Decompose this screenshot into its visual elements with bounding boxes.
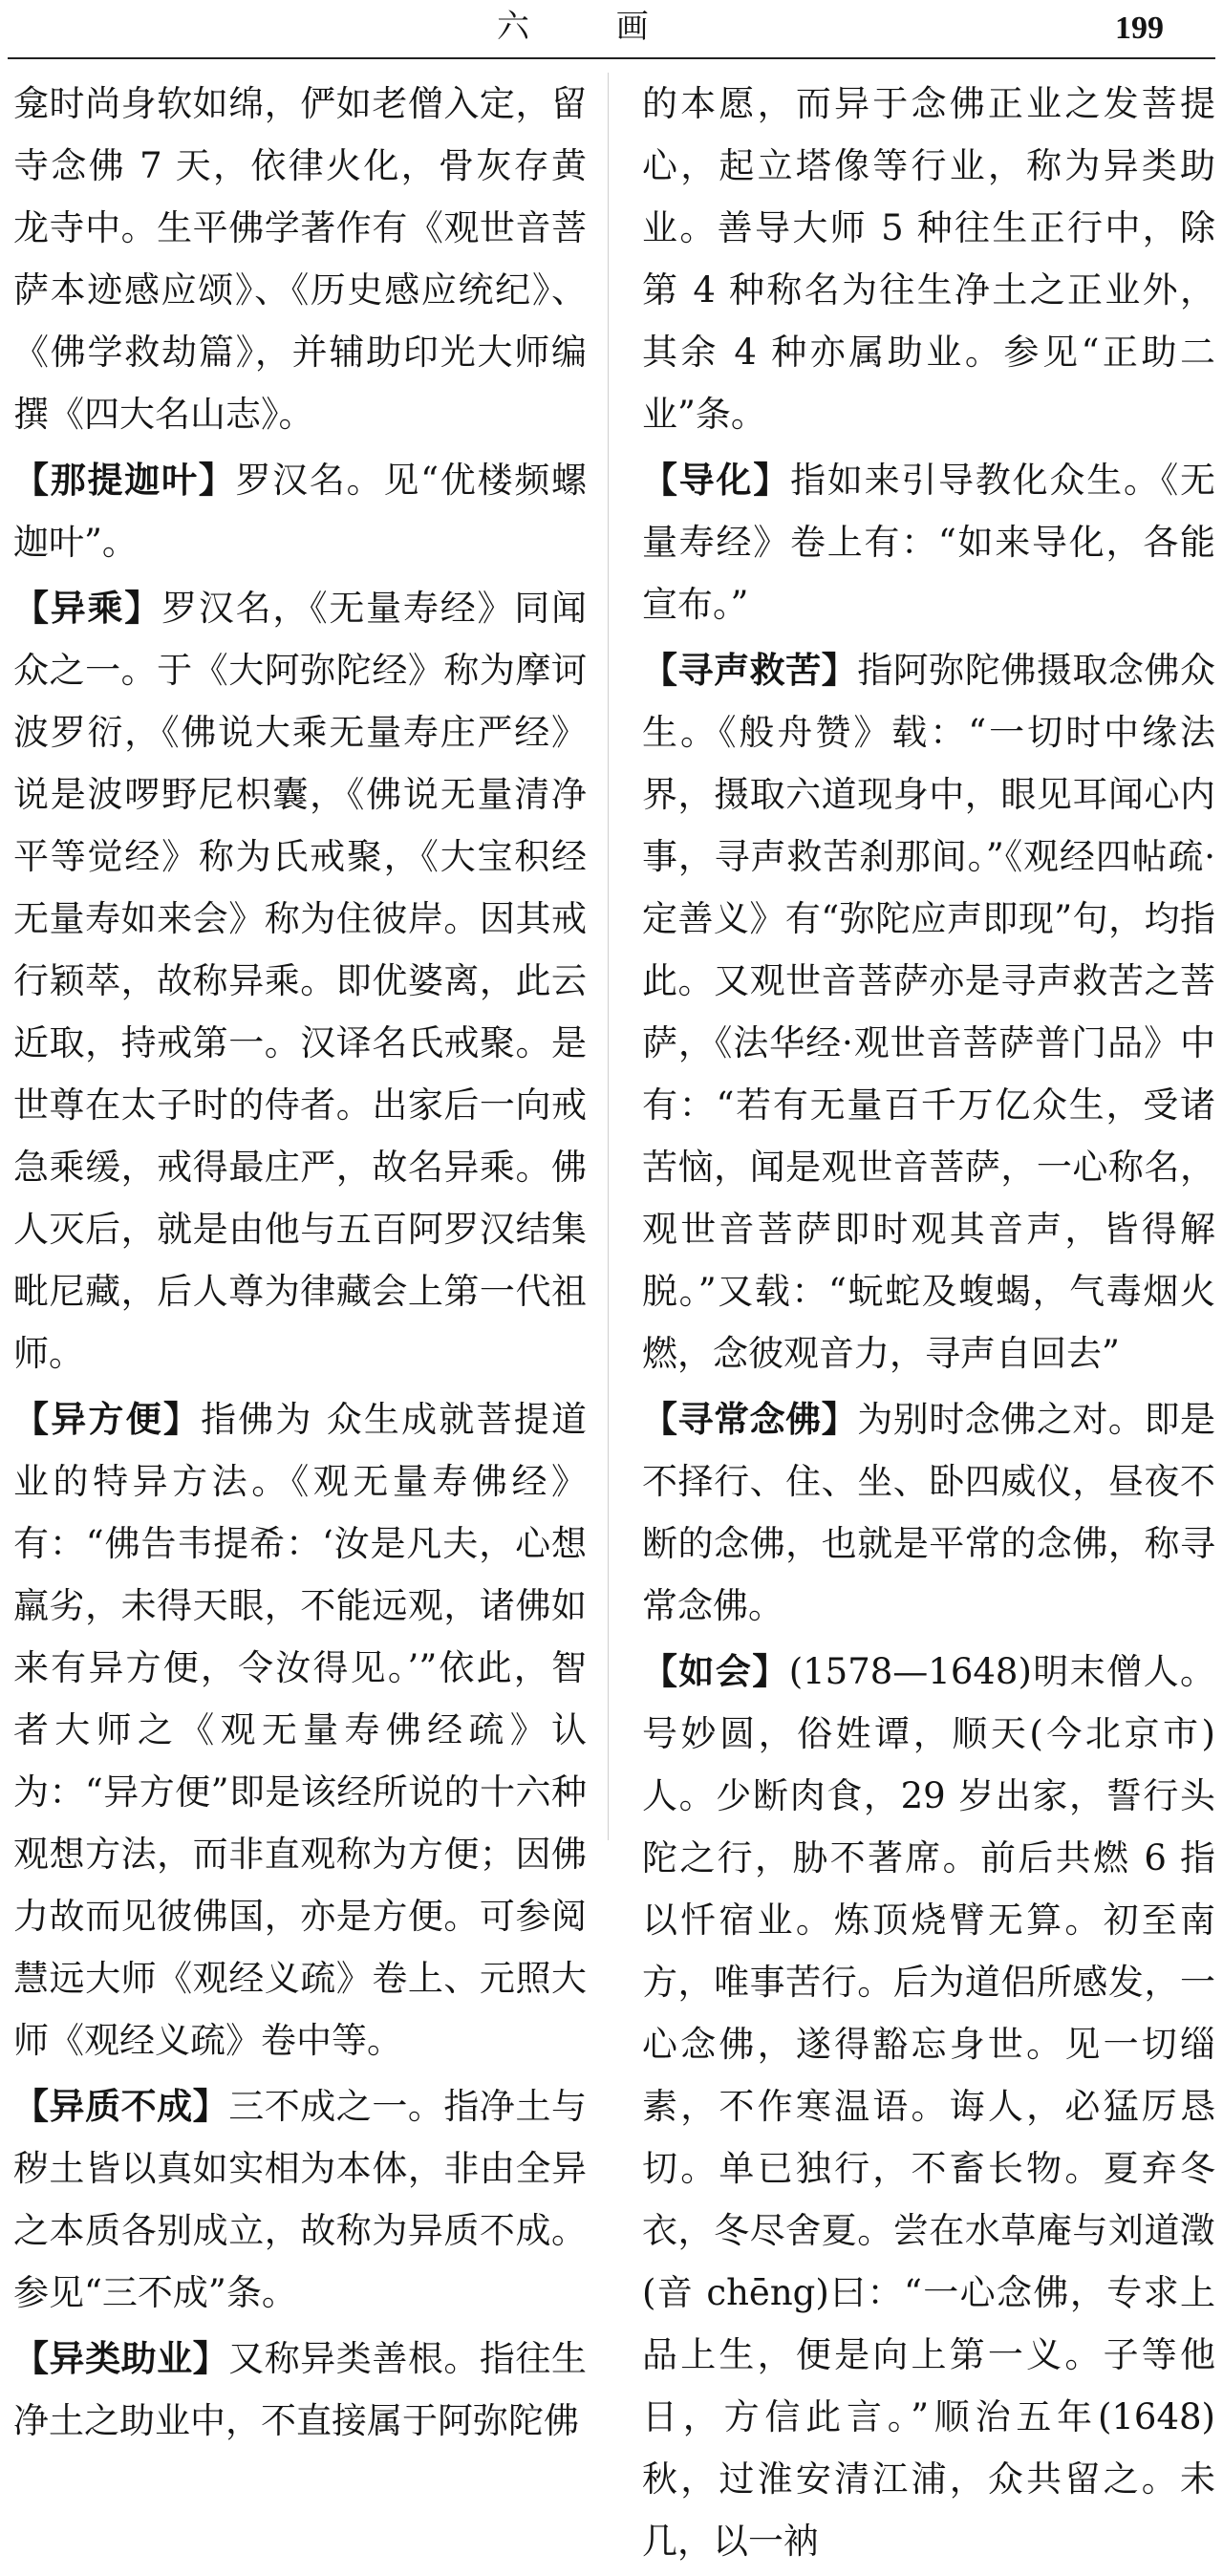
right-column [642,73,1215,2576]
entry [13,449,587,573]
entry-text: 罗汉名。见“优楼频螺迦叶”。 [13,460,587,563]
entry [13,73,587,445]
entry-text: 指阿弥陀佛摄取念佛众生。《般舟赞》载：“一切时中缘法界，摄取六道现身中，眼见耳闻心内事，寻声救苦刹那间。”《观经四帖疏·定善义》有“弥陀应声即现”句，均指此。又观世音菩萨亦是寻声救苦之菩萨，《法华经·观世音菩萨普门品》中有：“若有无量百千万亿众生，受诸苦恼，闻是观世音菩萨，一心称名，观世音菩萨即时观其音声，皆得解脱。”又载：“蚖蛇及蝮蝎，气毒烟火燃，念彼观音力，寻声自回去” [642,650,1216,1374]
entry-headword: 【异乘】 [13,588,162,629]
entry-headword: 【寻常念佛】 [642,1399,858,1440]
entry-text: 又称异类善根。指往生净土之助业中，不直接属于阿弥陀佛 [13,2338,588,2441]
header-rule [8,57,1215,59]
entry-text: 的本愿，而异于念佛正业之发菩提心，起立塔像等行业，称为异类助业。善导大师 5 种往生正行中，除第 4 种称名为往生净土之正业外，其余 4 种亦属助业。参见“正助二业”条。 [642,83,1215,435]
entry-text: 罗汉名，《无量寿经》同闻众之一。于《大阿弥陀经》称为摩诃波罗衍，《佛说大乘无量寿庄严经》说是波啰野尼枳囊，《佛说无量清净平等觉经》称为氏戒聚，《大宝积经无量寿如来会》称为住彼岸。因其戒行颖萃，故称异乘。即优婆离，此云近取，持戒第一。汉译名氏戒聚。是世尊在太子时的侍者。出家后一向戒急乘缓，戒得最庄严，故名异乘。佛人灭后，就是由他与五百阿罗汉结集毗尼藏，后人尊为律藏会上第一代祖师。 [13,588,588,1374]
entry-text: 指如来引导教化众生。《无量寿经》卷上有：“如来导化，各能宣布。” [642,460,1216,625]
section-title: 六 画 [497,8,687,46]
left-column [13,73,587,2456]
entry [13,2075,587,2324]
entry-headword: 【导化】 [642,460,791,501]
entry-text: 龛时尚身软如绵，俨如老僧入定，留寺念佛 7 天，依律火化，骨灰存黄龙寺中。生平佛学著作有《观世音菩萨本迹感应颂》、《历史感应统纪》、《佛学救劫篇》，并辅助印光大师编撰《四大名山志》。 [13,83,587,435]
entry [13,577,587,1385]
entry [13,2328,587,2452]
entry [642,73,1215,445]
page-number: 199 [1115,11,1164,46]
entry-text: (1578—1648)明末僧人。号妙圆，俗姓谭，顺天(今北京市)人。少断肉食，29 岁出家，誓行头陀之行，胁不著席。前后共燃 6 指以忏宿业。炼顶烧臂无算。初至南方，唯事苦行。后为道侣所感发，一心念佛，遂得豁忘身世。见一切缁素，不作寒温语。诲人，必猛厉恳切。单已独行，不畜长物。夏弃冬衣，冬尽舍夏。尝在水草庵与刘道澂(音 chēng)曰：“一心念佛，专求上品上生，便是向上第一义。子等他日，方信此言。”顺治五年(1648)秋，过淮安清江浦，众共留之。未几，以一衲 [642,1651,1215,2562]
entry-headword: 【异方便】 [13,1399,202,1440]
entry-headword: 【那提迦叶】 [13,460,236,501]
entry [642,1641,1215,2572]
entry-text: 三不成之一。指净土与秽土皆以真如实相为本体，非由全异之本质各别成立，故称为异质不成。参见“三不成”条。 [13,2086,588,2313]
entry [13,1388,587,2072]
running-head [0,0,1223,55]
entry-headword: 【异质不成】 [13,2086,229,2127]
entry-text: 为别时念佛之对。即是不择行、住、坐、卧四威仪，昼夜不断的念佛，也就是平常的念佛，称寻常念佛。 [642,1399,1216,1626]
entry [642,449,1215,635]
entry-text: 指佛为 众生成就菩提道业的特异方法。《观无量寿佛经》有：“佛告韦提希：‘汝是凡夫，心想羸劣，未得天眼，不能远观，诸佛如来有异方便，令汝得见。’”依此，智者大师之《观无量寿佛经疏》认为：“异方便”即是该经所说的十六种观想方法，而非直观称为方便；因佛力故而见彼佛国，亦是方便。可参阅慧远大师《观经义疏》卷上、元照大师《观经义疏》卷中等。 [13,1399,587,2061]
column-divider [608,73,609,1840]
entry [642,639,1215,1385]
entry [642,1388,1215,1637]
entry-headword: 【如会】 [642,1651,789,1692]
entry-headword: 【寻声救苦】 [642,650,858,691]
entry-headword: 【异类助业】 [13,2338,229,2379]
